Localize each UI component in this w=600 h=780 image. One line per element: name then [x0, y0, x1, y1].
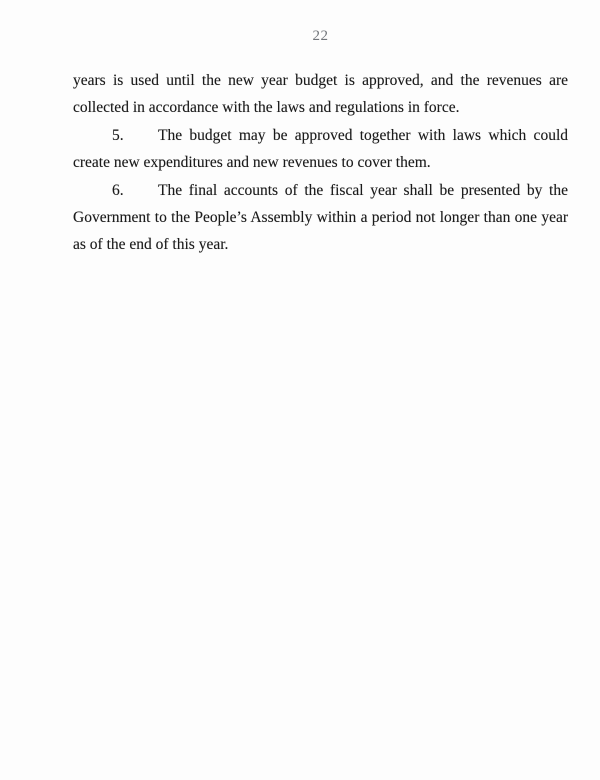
paragraph-item-6 — [73, 177, 568, 259]
paragraph-text: The final accounts of the fiscal year shall be presented by the Government to the People’s Assembly within a period not longer than one year as of the end of this year. — [73, 181, 568, 254]
page-body-text — [73, 67, 568, 259]
paragraph-text: years is used until the new year budget is approved, and the revenues are collected in accordance with the laws and regulations in force. — [73, 72, 568, 117]
paragraph-text: The budget may be approved together with laws which could create new expenditures and new revenues to cover them. — [73, 126, 568, 172]
list-number: 6. — [112, 181, 124, 199]
page-number: 22 — [312, 28, 329, 44]
paragraph-continuation — [73, 67, 568, 122]
list-number: 5. — [112, 126, 124, 144]
paragraph-item-5 — [73, 122, 568, 177]
